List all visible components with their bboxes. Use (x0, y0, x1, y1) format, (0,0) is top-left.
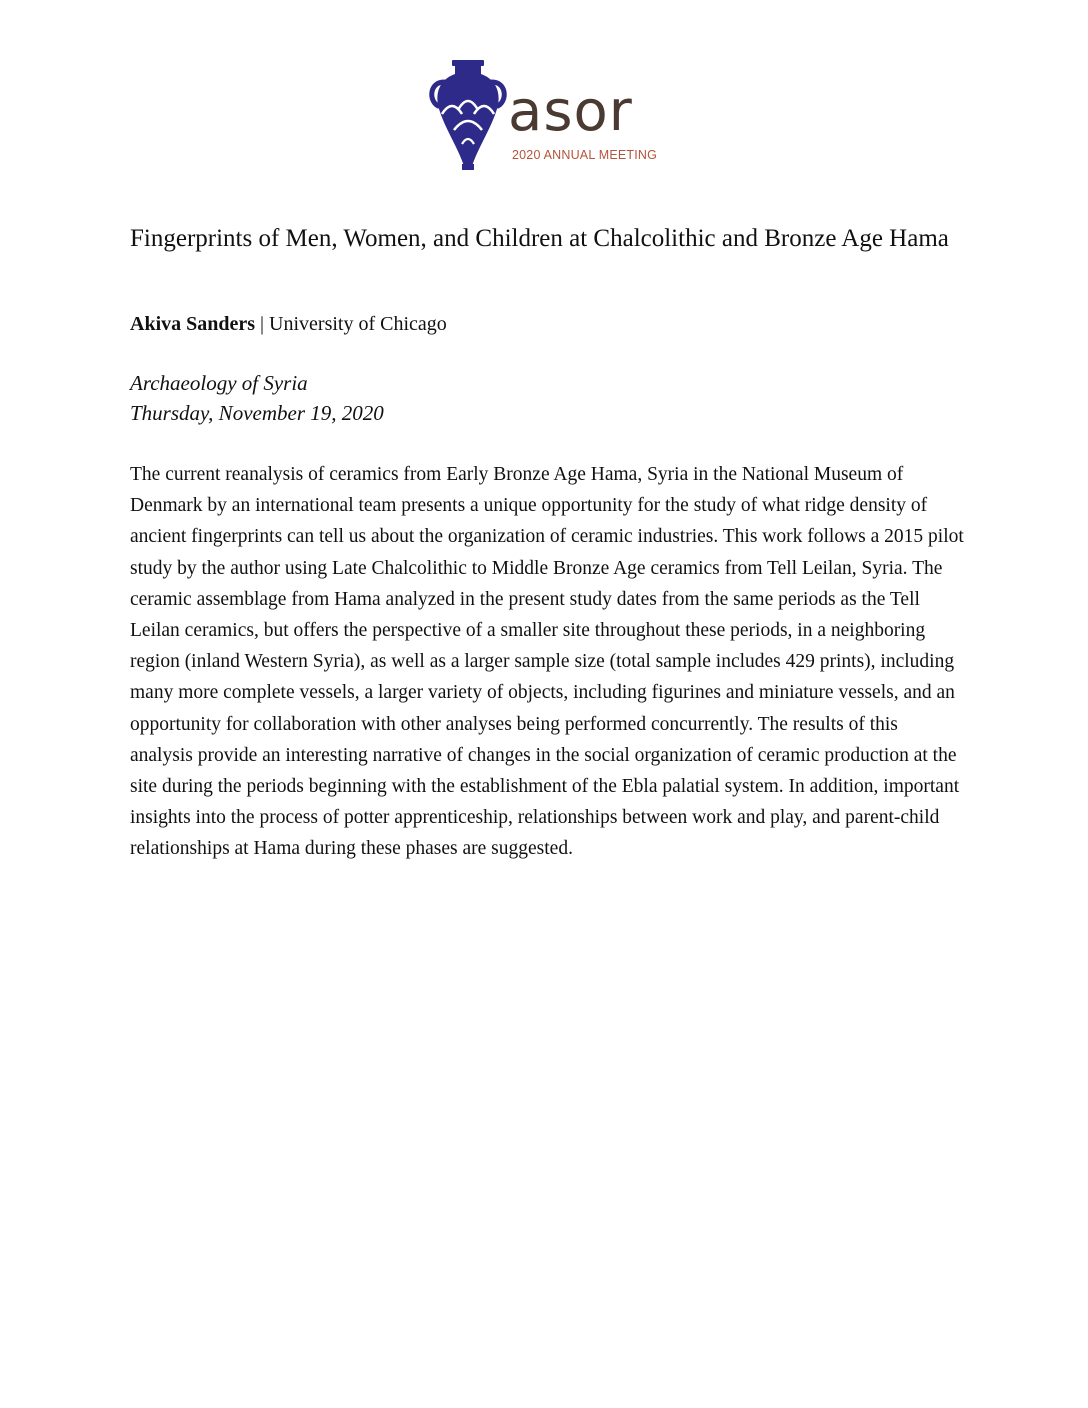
logo-subtitle: 2020 ANNUAL MEETING (512, 148, 658, 162)
session-name: Archaeology of Syria (130, 371, 308, 395)
session-date: Thursday, November 19, 2020 (130, 401, 384, 425)
logo-wordmark: asor (508, 79, 633, 144)
asor-logo (428, 56, 668, 172)
author-separator: | (255, 313, 270, 335)
session-info (130, 368, 384, 428)
paper-title: Fingerprints of Men, Women, and Children at Chalcolithic and Bronze Age Hama (130, 225, 949, 252)
author-affiliation: University of Chicago (269, 313, 447, 335)
author-name: Akiva Sanders (130, 313, 256, 335)
author-line (130, 310, 447, 338)
abstract-text: The current reanalysis of ceramics from Early Bronze Age Hama, Syria in the National Museum of Denmark by an international team presents a unique opportunity for the study of what ridge density of ancient fingerprints can tell us about the organization of ceramic industries. This work follows a 2015 pilot study by the author using Late Chalcolithic to Middle Bronze Age ceramics from Tell Leilan, Syria. The ceramic assemblage from Hama analyzed in the present study dates from the same periods as the Tell Leilan ceramics, but offers the perspective of a smaller site throughout these periods, in a neighboring region (inland Western Syria), as well as a larger sample size (total sample includes 429 prints), including many more complete vessels, a larger variety of objects, including figurines and miniature vessels, and an opportunity for collaboration with other analyses being performed concurrently. The results of this analysis provide an interesting narrative of changes in the social organization of ceramic production at the site during the periods beginning with the establishment of the Ebla palatial system. In addition, important insights into the process of potter apprenticeship, relationships between work and play, and parent-child relationships at Hama during these phases are suggested. (130, 464, 964, 860)
amphora-icon (428, 56, 508, 172)
